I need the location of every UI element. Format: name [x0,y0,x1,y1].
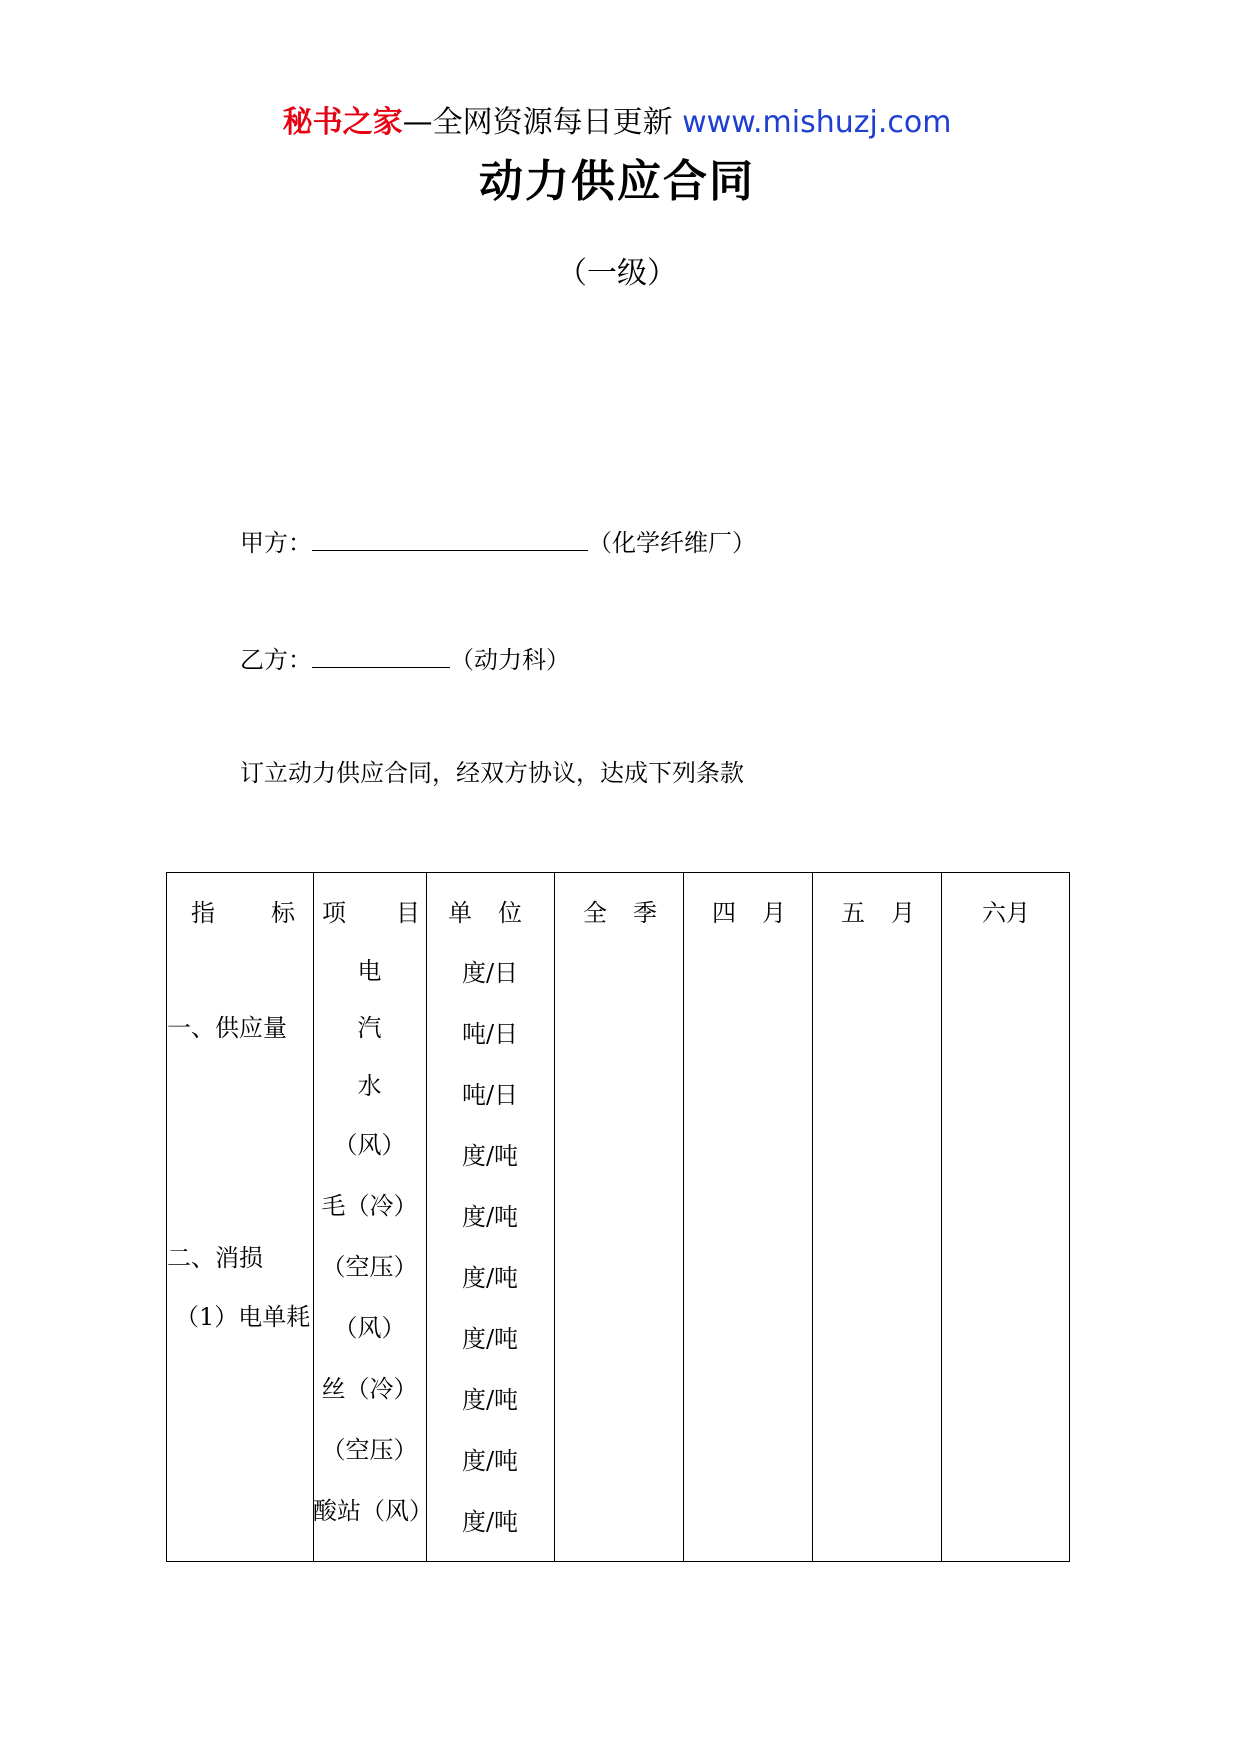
header-may-char: 五 [841,899,865,927]
unit-cell: 度/吨 [461,1203,519,1231]
header-item-char: 项 [322,899,346,927]
supply-table [166,872,1070,1562]
item-cell: 毛（冷） [321,1192,418,1220]
header-june: 六月 [982,899,1030,927]
header-season-char: 季 [633,899,657,927]
banner-url[interactable]: www.mishuzj.com [682,105,952,140]
header-indicator-char: 标 [271,899,295,927]
party-a-label: 甲方： [240,529,312,557]
party-b-blank[interactable] [312,641,450,668]
header-may [841,898,915,928]
unit-cell: 度/吨 [461,1264,519,1292]
header-item-char: 目 [396,899,420,927]
indicator-label: 二、消损 [167,1244,263,1272]
item-cell: 水 [357,1072,382,1100]
header-indicator-char: 指 [191,899,215,927]
header-unit-char: 单 [448,899,472,927]
item-cell: （风） [333,1131,406,1159]
item-cell: （风） [333,1314,406,1342]
item-cell: （空压） [321,1436,418,1464]
header-april-char: 月 [762,899,786,927]
party-b-note: （动力科） [450,646,570,674]
unit-cell: 吨/日 [461,1020,519,1048]
header-item [322,898,420,928]
party-b-field [240,641,570,677]
unit-cell: 吨/日 [461,1081,519,1109]
item-cell: （空压） [321,1253,418,1281]
document-title: 动力供应合同 [479,156,755,207]
unit-cell: 度/吨 [461,1447,519,1475]
header-april-char: 四 [712,899,736,927]
unit-cell: 度/吨 [461,1325,519,1353]
document-level: （一级） [557,256,677,291]
header-season-char: 全 [583,899,607,927]
party-a-blank[interactable] [312,524,588,551]
header-unit-char: 位 [498,899,522,927]
header-indicator [191,898,295,928]
indicator-label: 一、供应量 [167,1014,287,1042]
unit-cell: 度/日 [461,959,519,987]
unit-cell: 度/吨 [461,1508,519,1536]
site-banner [0,100,1234,146]
unit-cell: 度/吨 [461,1386,519,1414]
header-season [583,898,657,928]
unit-cell: 度/吨 [461,1142,519,1170]
intro-text: 订立动力供应合同，经双方协议，达成下列条款 [240,759,744,787]
item-cell: 丝（冷） [321,1375,418,1403]
party-a-field [240,524,756,560]
header-may-char: 月 [891,899,915,927]
header-unit [448,898,522,928]
item-cell: 电 [357,957,382,985]
item-cell: 酸站（风） [313,1497,433,1525]
indicator-label: （1）电单耗 [175,1303,311,1331]
column-divider [683,873,684,1561]
banner-slogan: —全网资源每日更新 [402,105,673,140]
header-april [712,898,786,928]
column-divider [554,873,555,1561]
party-b-label: 乙方： [240,646,312,674]
column-divider [941,873,942,1561]
party-a-note: （化学纤维厂） [588,529,756,557]
column-divider [812,873,813,1561]
item-cell: 汽 [357,1014,382,1042]
banner-brand: 秘书之家 [282,105,403,140]
